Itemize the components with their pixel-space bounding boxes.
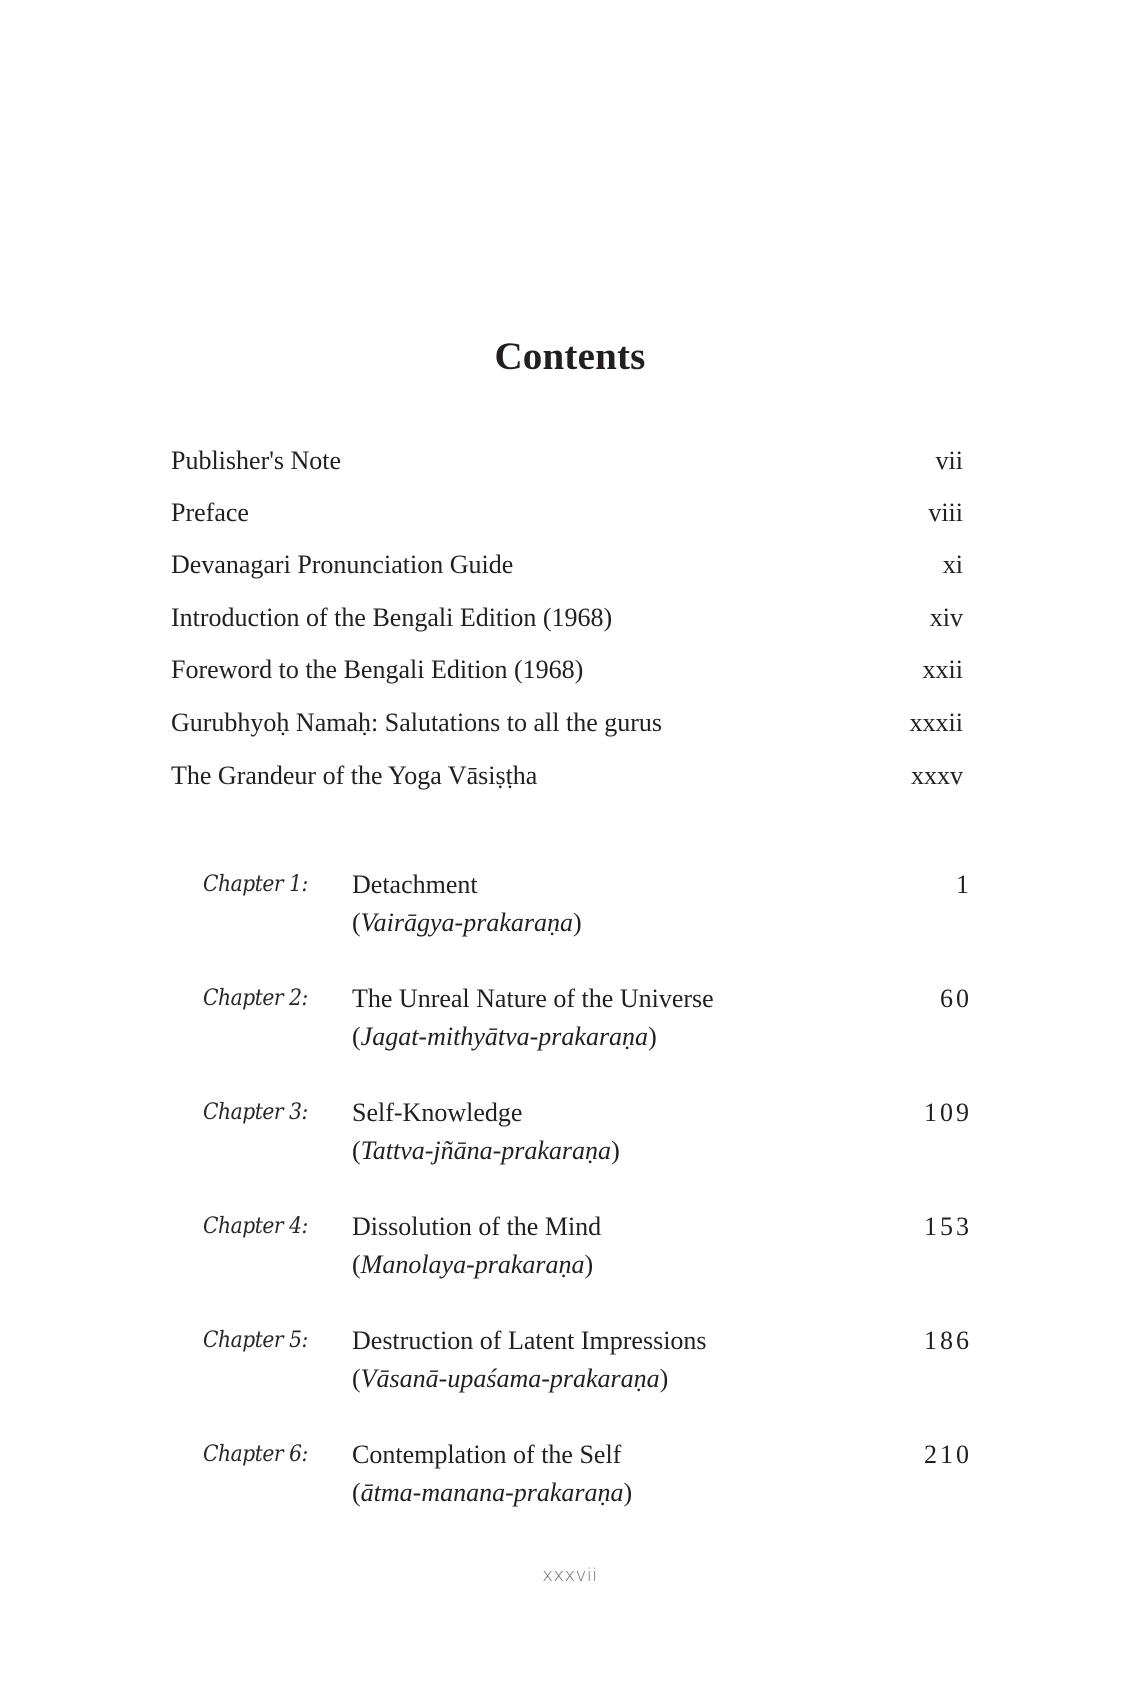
- chapter-subtitle: [352, 1478, 632, 1508]
- chapter-subtitle: [352, 908, 582, 938]
- toc-entry-pronunciation-guide[interactable]: [171, 550, 963, 590]
- toc-chapter-6[interactable]: [203, 1440, 972, 1520]
- chapter-page: 109: [924, 1098, 972, 1127]
- toc-chapter-4[interactable]: [203, 1212, 972, 1292]
- chapter-label: Chapter 5:: [203, 1328, 308, 1353]
- toc-entry-label: Gurubhyoḥ Namaḥ: Salutations to all the gurus: [171, 708, 663, 737]
- chapter-title: The Unreal Nature of the Universe: [352, 984, 714, 1013]
- chapter-title: Self-Knowledge: [352, 1098, 523, 1127]
- toc-entry-foreword[interactable]: [171, 655, 963, 695]
- paren-close: ): [584, 1250, 594, 1279]
- chapter-sanskrit-name: Tattva-jñāna-prakaraṇa: [360, 1136, 612, 1165]
- toc-chapter-1[interactable]: [203, 870, 972, 950]
- paren-open: (: [352, 908, 361, 937]
- toc-entry-page: xxxii: [909, 708, 963, 737]
- page-title: Contents: [494, 335, 646, 378]
- paren-close: ): [659, 1364, 669, 1393]
- chapter-page: 186: [924, 1326, 972, 1355]
- chapter-sanskrit-name: Vāsanā-upaśama-prakaraṇa: [360, 1364, 660, 1393]
- paren-close: ): [648, 1022, 657, 1051]
- chapter-label: Chapter 2:: [203, 986, 308, 1011]
- toc-entry-page: viii: [928, 498, 963, 527]
- paren-open: (: [352, 1022, 361, 1051]
- chapter-subtitle: [352, 1136, 620, 1166]
- paren-close: ): [573, 908, 582, 937]
- paren-open: (: [352, 1136, 361, 1165]
- toc-entry-label: Foreword to the Bengali Edition (1968): [171, 655, 584, 684]
- toc-entry-label: Publisher's Note: [171, 446, 342, 475]
- chapter-sanskrit-name: Jagat-mithyātva-prakaraṇa: [360, 1022, 649, 1051]
- toc-entry-label: The Grandeur of the Yoga Vāsiṣṭha: [171, 761, 538, 790]
- toc-chapter-5[interactable]: [203, 1326, 972, 1406]
- toc-chapter-2[interactable]: [203, 984, 972, 1064]
- chapter-page: 60: [940, 984, 972, 1013]
- page-number-folio: xxxvii: [542, 1565, 598, 1586]
- toc-entry-page: vii: [935, 446, 963, 475]
- chapter-title: Contemplation of the Self: [352, 1440, 622, 1469]
- chapter-page: 153: [924, 1212, 972, 1241]
- toc-entry-page: xi: [942, 550, 963, 579]
- chapter-subtitle: [352, 1250, 593, 1280]
- toc-chapter-3[interactable]: [203, 1098, 972, 1178]
- toc-entry-publishers-note[interactable]: [171, 446, 963, 486]
- chapter-title: Dissolution of the Mind: [352, 1212, 602, 1241]
- toc-entry-page: xxxv: [911, 761, 963, 790]
- chapter-sanskrit-name: ātma-manana-prakaraṇa: [360, 1478, 624, 1507]
- chapter-label: Chapter 3:: [203, 1100, 308, 1125]
- toc-entry-label: Devanagari Pronunciation Guide: [171, 550, 514, 579]
- chapter-title: Detachment: [352, 870, 478, 899]
- chapter-title: Destruction of Latent Impressions: [352, 1326, 707, 1355]
- toc-entry-page: xxii: [922, 655, 963, 684]
- toc-entry-grandeur[interactable]: [171, 761, 963, 801]
- chapter-page: 1: [956, 870, 972, 899]
- chapter-subtitle: [352, 1022, 657, 1052]
- toc-entry-introduction[interactable]: [171, 603, 963, 643]
- toc-entry-salutations[interactable]: [171, 708, 963, 748]
- chapter-sanskrit-name: Vairāgya-prakaraṇa: [360, 908, 573, 937]
- toc-entry-label: Introduction of the Bengali Edition (1968): [171, 603, 613, 632]
- chapter-subtitle: [352, 1364, 668, 1394]
- chapter-label: Chapter 6:: [203, 1442, 308, 1467]
- paren-close: ): [611, 1136, 620, 1165]
- paren-close: ): [623, 1478, 633, 1507]
- toc-entry-label: Preface: [171, 498, 249, 527]
- paren-open: (: [352, 1364, 361, 1393]
- toc-entry-preface[interactable]: [171, 498, 963, 538]
- paren-open: (: [352, 1250, 361, 1279]
- chapter-sanskrit-name: Manolaya-prakaraṇa: [360, 1250, 585, 1279]
- chapter-label: Chapter 1:: [203, 872, 308, 897]
- chapter-page: 210: [924, 1440, 972, 1469]
- chapter-label: Chapter 4:: [203, 1214, 308, 1239]
- toc-entry-page: xiv: [929, 603, 963, 632]
- paren-open: (: [352, 1478, 361, 1507]
